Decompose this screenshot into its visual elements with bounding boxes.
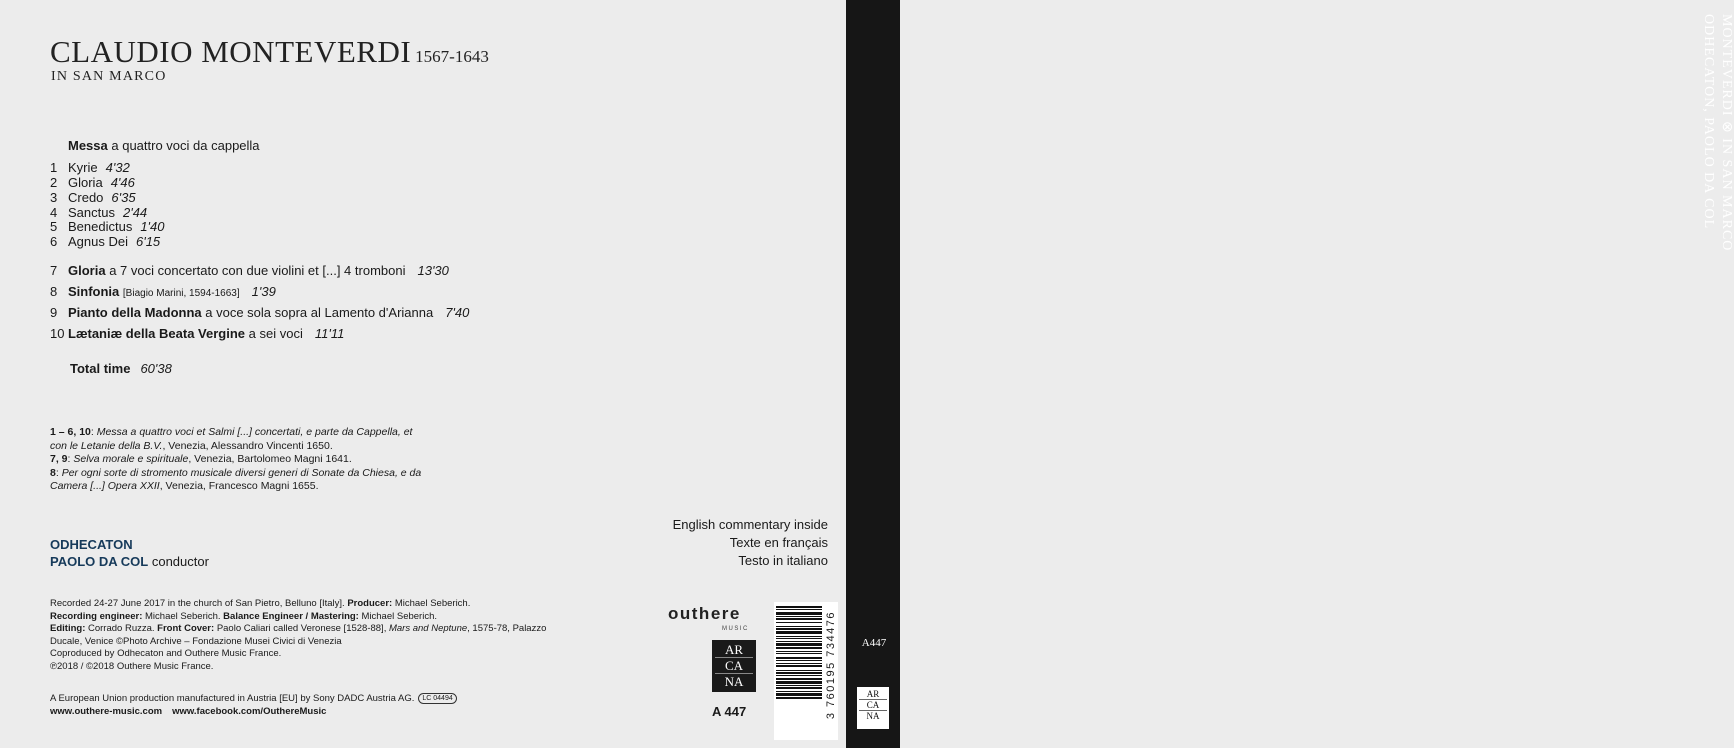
barcode-bar [776, 628, 822, 630]
catalog-number: A 447 [712, 704, 747, 719]
barcode-bar [776, 631, 822, 634]
barcode-bar [776, 622, 822, 623]
credits: Recorded 24-27 June 2017 in the church of San Pietro, Belluno [Italy]. Producer: Michael Seberich. Recording engineer: Michael Seberich. Balance Engineer / Mastering: Michael Seberich. Editing: Corrado Ruzza. Front Cover: Paolo Caliari called Veronese [1528-88], Mars and Neptune, 1575-78, Palazzo Ducale, Venice ©Photo Archive – Fondazione Musei Civici di Venezia Coproduced by Odhecaton and Outhere Music France. ℗2018 / ©2018 Outhere Music France. [50, 598, 547, 672]
barcode-bar [776, 663, 822, 664]
spine-performers: ODHECATON, PAOLO DA COL [1701, 14, 1716, 230]
barcode-bar [776, 606, 822, 608]
mass-heading: Messa a quattro voci da cappella [68, 138, 260, 153]
source-item: 8: Per ogni sorte di stromento musicale diversi generi di Sonate da Chiesa, e da Camera [...] Opera XXII, Venezia, Francesco Magni 1655. [50, 466, 422, 492]
track-item: 8 Sinfonia [Biagio Marini, 1594-1663] 1'39 [50, 284, 276, 299]
barcode-bar [776, 609, 822, 610]
barcode-bar [776, 665, 822, 667]
lc-badge: LC 04494 [418, 693, 456, 704]
barcode-bar [776, 678, 822, 680]
list-item: 1 Kyrie 4'32 [50, 160, 130, 175]
barcode-bar [776, 638, 822, 639]
barcode-bar [776, 697, 822, 699]
barcode-bar [776, 616, 822, 617]
barcode-bar [776, 693, 822, 696]
barcode-bar [776, 626, 822, 627]
barcode-bar [776, 653, 822, 654]
list-item: 3 Credo 6'35 [50, 190, 136, 205]
outhere-logo: outhere [668, 604, 741, 623]
barcode-bar [776, 651, 822, 652]
spine-catalog: A447 [861, 637, 887, 649]
conductor: PAOLO DA COL conductor [50, 554, 209, 569]
barcode-bar [776, 643, 822, 646]
facebook-link[interactable]: www.facebook.com/OuthereMusic [172, 706, 327, 717]
barcode-bar [776, 657, 822, 659]
composer-years: 1567-1643 [415, 47, 489, 66]
performers [50, 536, 209, 570]
barcode-bar [776, 675, 822, 676]
barcode-bar [776, 681, 822, 684]
barcode-bar [776, 612, 822, 615]
barcode-bar [776, 691, 822, 692]
total-time: Total time 60'38 [70, 361, 172, 376]
barcode-bar [776, 660, 822, 661]
source-item: 1 – 6, 10: Messa a quattro voci et Salmi [...] concertati, e parte da Cappella, et con le Letanie della B.V., Venezia, Alessandro Vincenti 1650. [50, 426, 413, 452]
website-link[interactable]: www.outhere-music.com [50, 706, 163, 717]
barcode-digits: 3 760195 734476 [825, 611, 837, 720]
composer-title: CLAUDIO MONTEVERDI 1567-1643 [50, 34, 489, 69]
barcode-bar [776, 685, 822, 686]
album-subtitle: IN SAN MARCO [51, 69, 167, 84]
spine [846, 0, 1734, 748]
sources-notes [50, 426, 430, 494]
track-item: 10 Lætaniæ della Beata Vergine a sei voci 11'11 [50, 326, 345, 341]
track-item: 7 Gloria a 7 voci concertato con due violini et [...] 4 tromboni 13'30 [50, 263, 449, 278]
track-item: 9 Pianto della Madonna a voce sola sopra al Lamento d'Arianna 7'40 [50, 305, 470, 320]
source-item: 7, 9: Selva morale e spirituale, Venezia, Bartolomeo Magni 1641. [50, 453, 352, 465]
languages: English commentary inside Texte en français Testo in italiano [672, 517, 828, 568]
barcode-bar [776, 687, 822, 689]
spine-title: MONTEVERDI ⊗ IN SAN MARCO [1719, 14, 1734, 252]
list-item: 5 Benedictus 1'40 [50, 219, 165, 234]
barcode-bar [776, 670, 822, 671]
outhere-logo-sub: MUSIC [722, 626, 749, 632]
spine-arcana-logo: AR CA NA [857, 687, 889, 729]
ensemble-name: ODHECATON [50, 537, 133, 552]
barcode-bar [776, 636, 822, 637]
barcode-bar [776, 618, 822, 620]
list-item: 2 Gloria 4'46 [50, 175, 135, 190]
list-item: 6 Agnus Dei 6'15 [50, 234, 161, 249]
list-item: 4 Sanctus 2'44 [50, 205, 148, 220]
barcode-bar [776, 641, 822, 642]
back-cover [0, 0, 846, 748]
barcode-bar [776, 672, 822, 674]
barcode-bar [776, 647, 822, 649]
manufacturing-info: A European Union production manufactured in Austria [EU] by Sony DADC Austria AG. LC 04494 www.outhere-music.com www.facebook.com/OuthereMusic [50, 692, 457, 718]
arcana-logo: AR CA NA [712, 640, 756, 692]
